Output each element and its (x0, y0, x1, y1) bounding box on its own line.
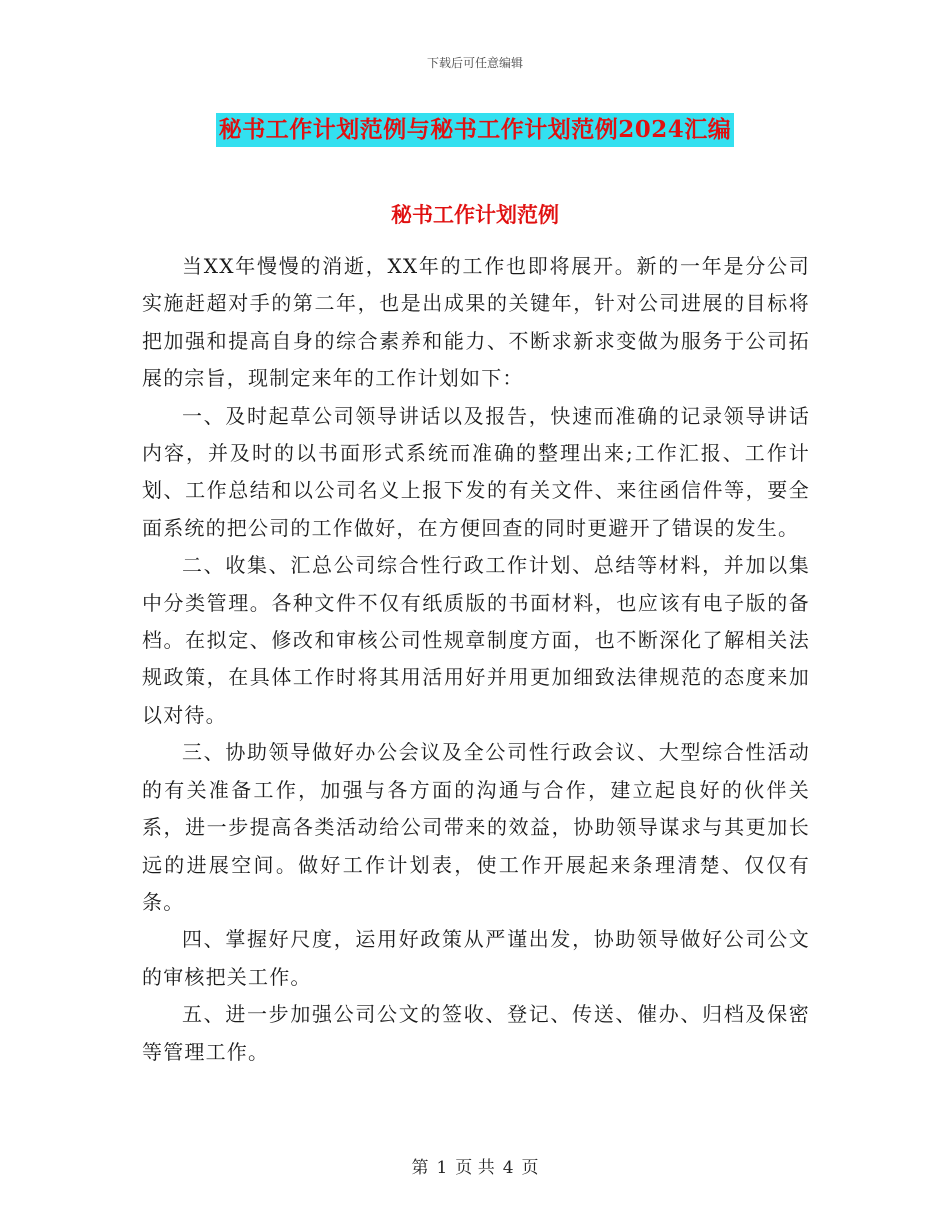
page-suffix: 页 (521, 1158, 539, 1178)
paragraph-item-3: 三、协助领导做好办公会议及全公司性行政会议、大型综合性活动的有关准备工作，加强与各方面的沟通与合作，建立起良好的伙伴关系，进一步提高各类活动给公司带来的效益，协助领导谋求与其更加长远的进展空间。做好工作计划表，使工作开展起来条理清楚、仅仅有条。 (142, 740, 810, 914)
paragraph-intro: 当XX年慢慢的消逝，XX年的工作也即将展开。新的一年是分公司实施赶超对手的第二年，也是出成果的关键年，针对公司进展的目标将把加强和提高自身的综合素养和能力、不断求新求变做为服务于公司拓展的宗旨，现制定来年的工作计划如下： (142, 254, 810, 391)
page-total-number: 4 (502, 1158, 514, 1178)
paragraph-item-4: 四、掌握好尺度，运用好政策从严谨出发，协助领导做好公司公文的审核把关工作。 (142, 927, 810, 989)
main-title-container (0, 113, 950, 147)
page-current-number: 1 (436, 1158, 448, 1178)
section-title: 秘书工作计划范例 (391, 202, 559, 227)
paragraph-item-2: 二、收集、汇总公司综合性行政工作计划、总结等材料，并加以集中分类管理。各种文件不仅有纸质版的书面材料，也应该有电子版的备档。在拟定、修改和审核公司性规章制度方面，也不断深化了解相关法规政策，在具体工作时将其用活用好并用更加细致法律规范的态度来加以对待。 (142, 553, 810, 727)
page-label: 第 (411, 1158, 429, 1178)
document-main-title: 秘书工作计划范例与秘书工作计划范例2024汇编 (216, 113, 735, 147)
header-note: 下载后可任意编辑 (426, 56, 523, 70)
paragraph-item-5: 五、进一步加强公司公文的签收、登记、传送、催办、归档及保密等管理工作。 (142, 1002, 810, 1064)
paragraph-item-1: 一、及时起草公司领导讲话以及报告，快速而准确的记录领导讲话内容，并及时的以书面形式系统而准确的整理出来;工作汇报、工作计划、工作总结和以公司名义上报下发的有关文件、来往函信件等，要全面系统的把公司的工作做好，在方便回查的同时更避开了错误的发生。 (142, 403, 810, 540)
document-body (142, 248, 810, 1071)
page-footer (0, 1153, 950, 1178)
page-separator: 页 共 (455, 1158, 495, 1178)
